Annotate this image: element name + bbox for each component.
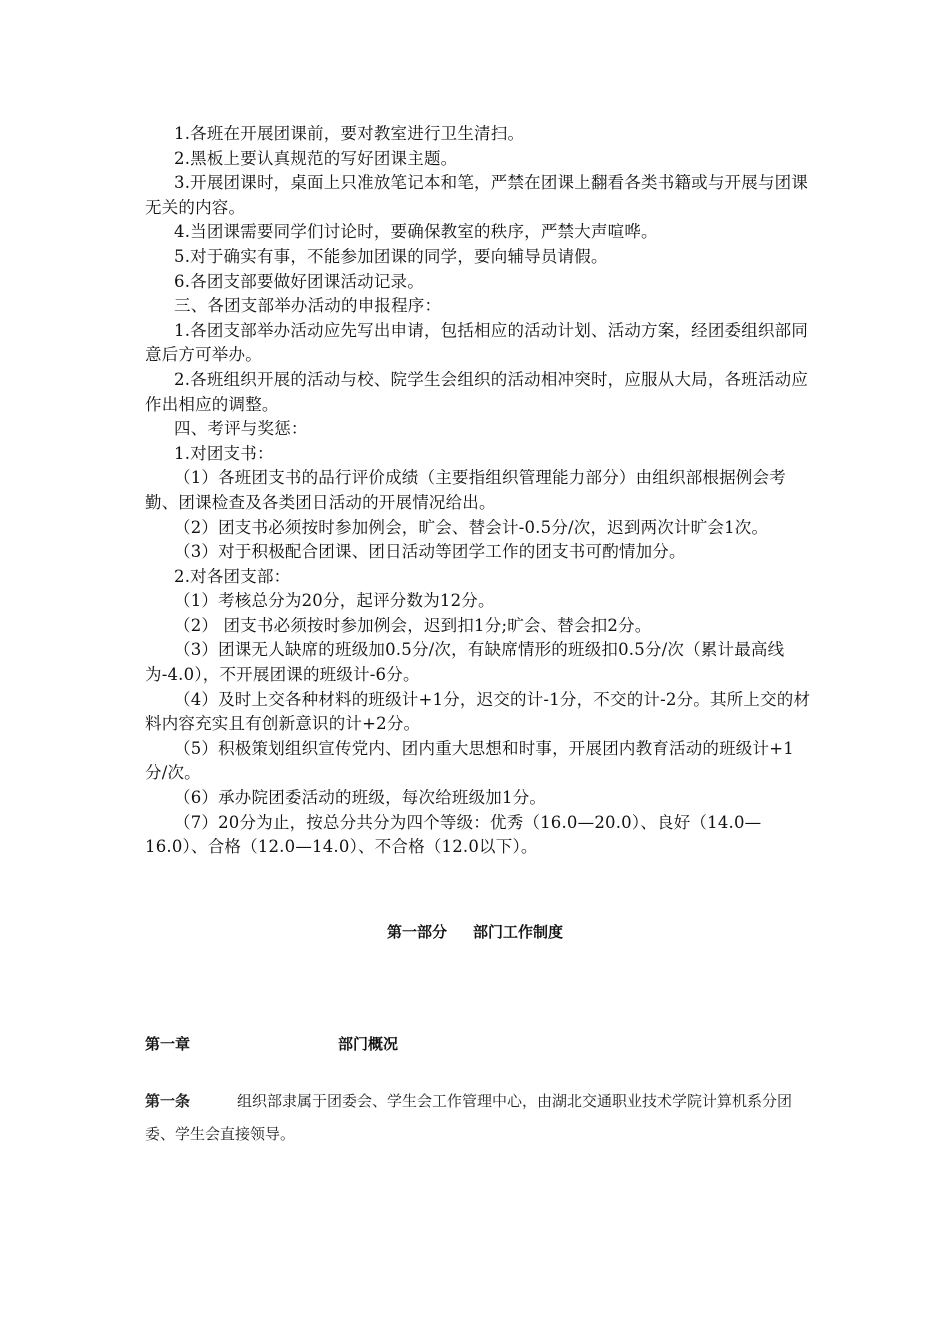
section-heading: 三、各团支部举办活动的申报程序： — [174, 296, 442, 316]
rule-paragraph: 3.开展团课时，桌面上只准放笔记本和笔，严禁在团课上翻看各类书籍或与开展与团课无关的内容。 — [145, 173, 809, 217]
chapter-name: 部门概况 — [338, 1035, 399, 1053]
rule-paragraph: 4.当团课需要同学们讨论时，要确保教室的秩序，严禁大声喧哗。 — [174, 222, 658, 242]
subsection-heading: 1.对团支书： — [174, 443, 274, 463]
rule-paragraph: （1）考核总分为20分，起评分数为12分。 — [174, 591, 495, 611]
section-heading: 四、考评与奖惩： — [174, 419, 308, 439]
rule-paragraph: 6.各团支部要做好团课活动记录。 — [174, 271, 424, 291]
rule-paragraph: （7）20分为止，按总分共分为四个等级：优秀（16.0—20.0）、良好（14.0—16.0）、合格（12.0—14.0）、不合格（12.0以下）。 — [145, 812, 762, 857]
rule-paragraph: （2） 团支书必须按时参加例会，迟到扣1分;旷会、替会扣2分。 — [174, 615, 652, 635]
rule-paragraph: （3）团课无人缺席的班级加0.5分/次，有缺席情形的班级扣0.5分/次（累计最高线为-4.0），不开展团课的班级计-6分。 — [145, 640, 785, 685]
rule-paragraph: 2.黑板上要认真规范的写好团课主题。 — [174, 148, 458, 168]
article-paragraph — [145, 1085, 813, 1151]
rule-paragraph: 1.各团支部举办活动应先写出申请，包括相应的活动计划、活动方案，经团委组织部同意后方可举办。 — [145, 320, 809, 365]
rule-paragraph: 5.对于确实有事，不能参加团课的同学，要向辅导员请假。 — [174, 246, 608, 266]
chapter-number: 第一章 — [145, 1035, 191, 1053]
chapter-heading — [145, 1033, 399, 1054]
rule-paragraph: （4）及时上交各种材料的班级计+1分，迟交的计-1分，不交的计-2分。其所上交的材料内容充实且有创新意识的计+2分。 — [145, 689, 811, 734]
rule-paragraph: 1.各班在开展团课前，要对教室进行卫生清扫。 — [174, 124, 525, 143]
part-number: 第一部分 — [386, 923, 447, 941]
rule-paragraph: （3）对于积极配合团课、团日活动等团学工作的团支书可酌情加分。 — [174, 542, 686, 562]
rule-paragraph: （2）团支书必须按时参加例会，旷会、替会计-0.5分/次，迟到两次计旷会1次。 — [174, 517, 769, 537]
body-text — [145, 122, 813, 860]
article-label: 第一条 — [145, 1092, 191, 1110]
subsection-heading: 2.对各团支部： — [174, 566, 291, 586]
rule-paragraph: 2.各班组织开展的活动与校、院学生会组织的活动相冲突时，应服从大局，各班活动应作出相应的调整。 — [145, 369, 809, 414]
rule-paragraph: （6）承办院团委活动的班级，每次给班级加1分。 — [174, 788, 547, 808]
part-title — [0, 921, 950, 942]
rule-paragraph: （5）积极策划组织宣传党内、团内重大思想和时事，开展团内教育活动的班级计+1分/次。 — [145, 738, 794, 783]
part-name: 部门工作制度 — [473, 923, 564, 941]
rule-paragraph: （1）各班团支书的品行评价成绩（主要指组织管理能力部分）由组织部根据例会考勤、团课检查及各类团日活动的开展情况给出。 — [145, 468, 786, 512]
article-text: 组织部隶属于团委会、学生会工作管理中心，由湖北交通职业技术学院计算机系分团委、学生会直接领导。 — [145, 1092, 793, 1143]
